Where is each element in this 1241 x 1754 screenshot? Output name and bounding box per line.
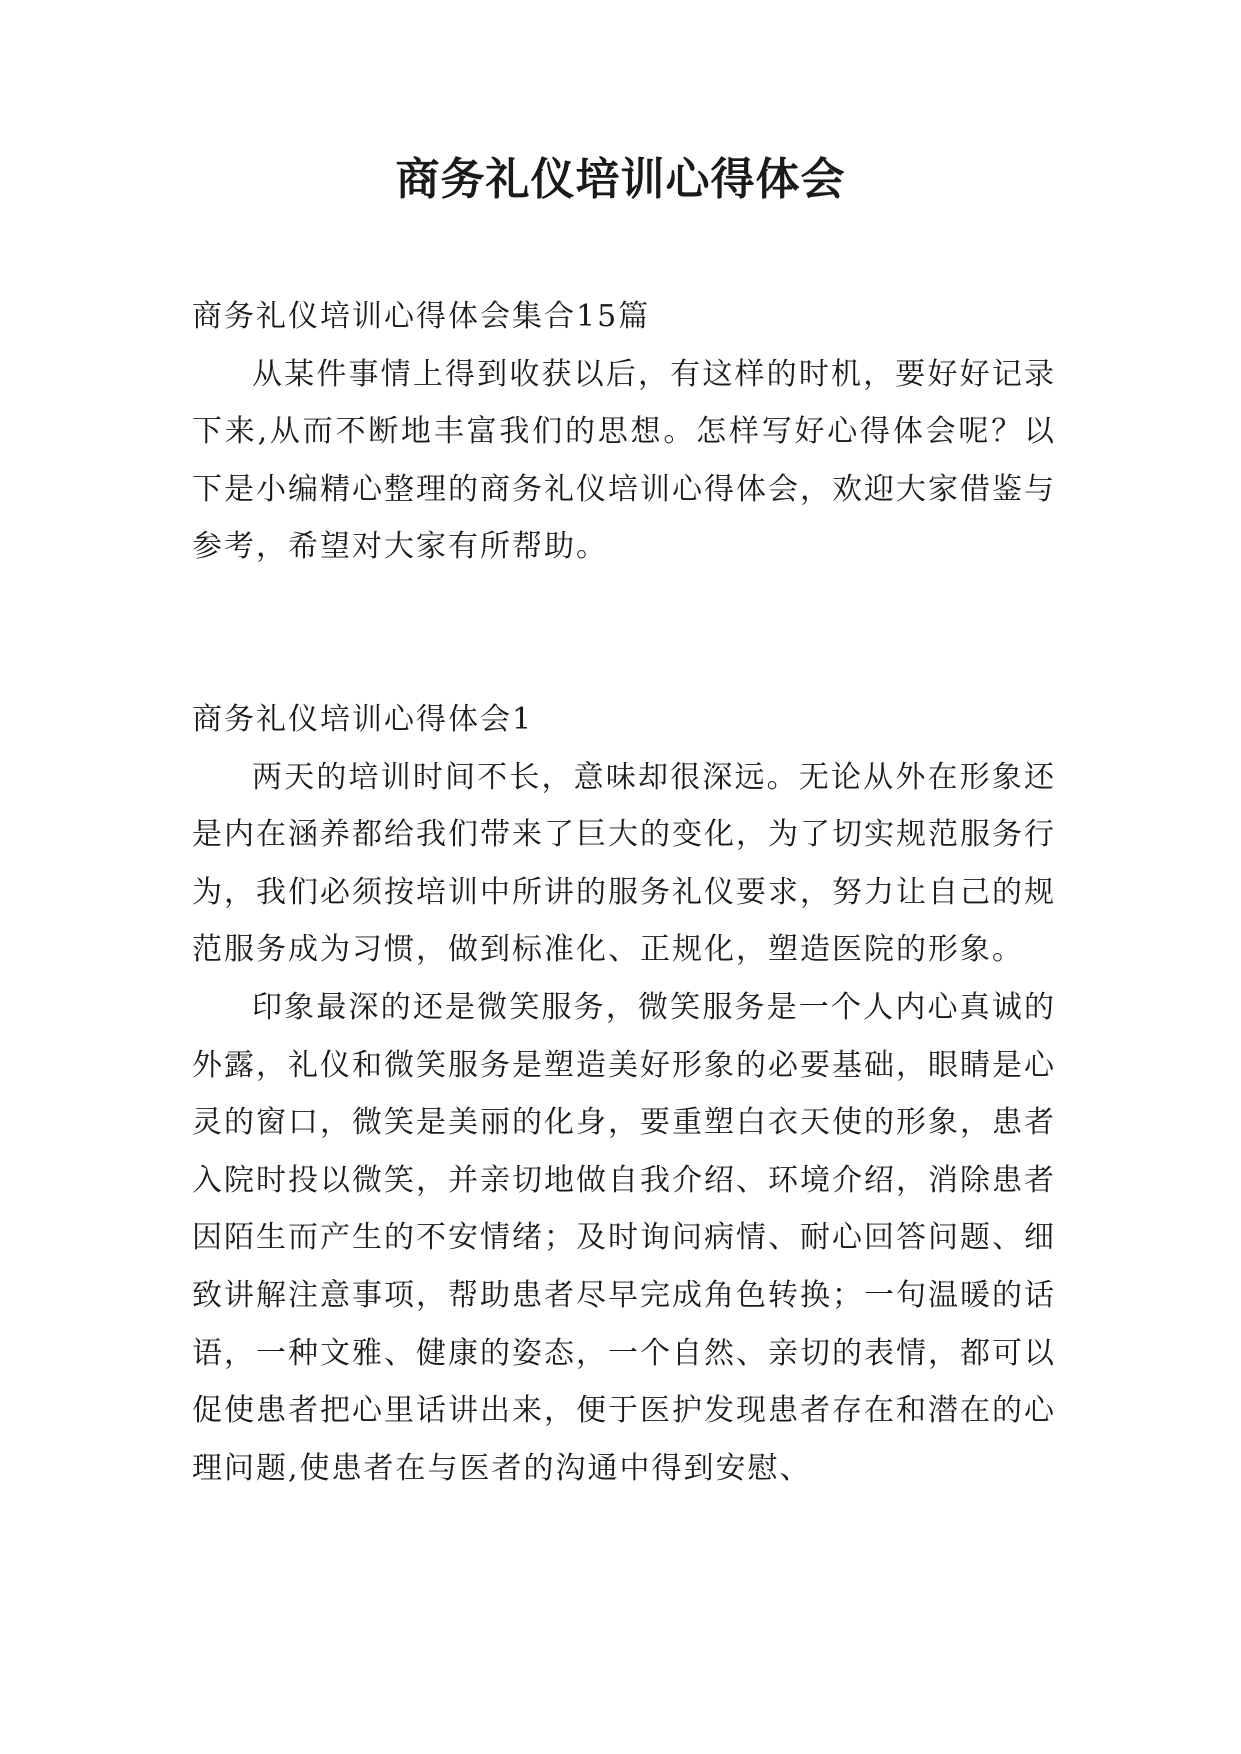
page-title: 商务礼仪培训心得体会 (395, 154, 846, 205)
document-body (192, 288, 1056, 1497)
collection-subtitle: 商务礼仪培训心得体会集合15篇 (192, 299, 651, 334)
section-spacer (192, 576, 1056, 691)
section-heading: 商务礼仪培训心得体会1 (192, 701, 534, 737)
body-paragraph: 两天的培训时间不长，意味却很深远。无论从外在形象还是内在涵养都给我们带来了巨大的变化，为了切实规范服务行为，我们必须按培训中所讲的服务礼仪要求，努力让自己的规范服务成为习惯，做到标准化、正规化，塑造医院的形象。 (192, 759, 1056, 968)
intro-paragraph: 从某件事情上得到收获以后，有这样的时机，要好好记录下来,从而不断地丰富我们的思想。怎样写好心得体会呢？以下是小编精心整理的商务礼仪培训心得体会，欢迎大家借鉴与参考，希望对大家有所帮助。 (192, 356, 1056, 565)
body-paragraph: 印象最深的还是微笑服务，微笑服务是一个人内心真诚的外露，礼仪和微笑服务是塑造美好形象的必要基础，眼睛是心灵的窗口，微笑是美丽的化身，要重塑白衣天使的形象，患者入院时投以微笑，并亲切地做自我介绍、环境介绍，消除患者因陌生而产生的不安情绪；及时询问病情、耐心回答问题、细致讲解注意事项，帮助患者尽早完成角色转换；一句温暖的话语，一种文雅、健康的姿态，一个自然、亲切的表情，都可以促使患者把心里话讲出来，便于医护发现患者存在和潜在的心理问题,使患者在与医者的沟通中得到安慰、 (192, 989, 1056, 1486)
